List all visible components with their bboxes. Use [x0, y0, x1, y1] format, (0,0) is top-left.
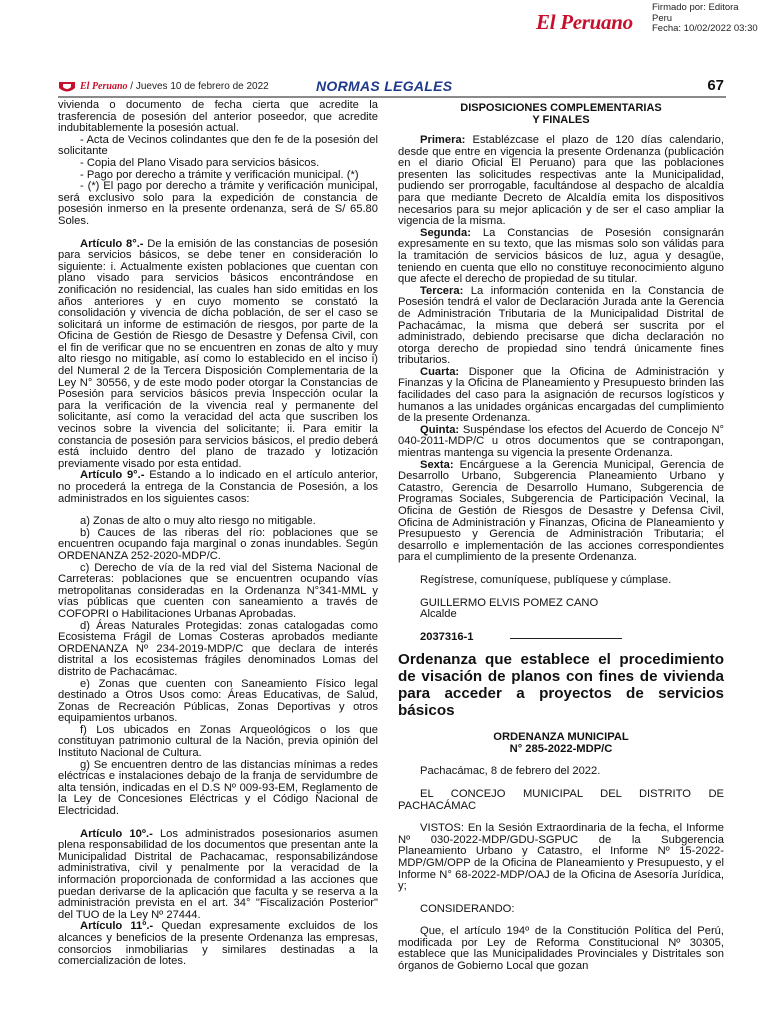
provision-primera [398, 135, 724, 228]
provision-sexta [398, 460, 724, 564]
article-text: De la emisión de las constancias de posesión para servicios básicos, se debe tener en consideración lo siguiente: i. Actualmente existen poblaciones que cuentan con plano visado para servicios básicos encontrándose en zonificación no residencial, las cuales han sido emitidas en los años anteriores y en cuyo momento se constató la consolidación y vivencia de dicha población, de ser el caso se solicitará un informe de estimación de riesgos, por parte de la Oficina de Gestión de Riesgo de Desastre y Defensa Civil, con el fin de verificar que no se encuentren en zonas de alto y muy alto riesgo no mitigable, así como lo establecido en el inciso i) del Numeral 2 de la Tercera Disposición Complementaria de la Ley N° 30556, y de este modo poder otorgar la Constancias de Posesión para servicios básicos previa Inspección ocular la para la verificación de la vivencia real y permanente del solicitante, así como la veracidad del acta que suscriben los vecinos sobre la vivencia del solicitante; ii. Para emitir la constancia de posesión para servicios básicos, el predio deberá está incluido dentro del plano de trazado y lotización previamente visado por esta entidad. [58, 237, 378, 470]
top-banner [0, 0, 768, 56]
footnote-paragraph: - (*) El pago por derecho a trámite y verificación municipal, será exclusivo solo para la expedición de constancia de posesión inmerso en la presente ordenanza, será de S/ 65.80 Soles. [58, 180, 378, 227]
case-item-c: c) Derecho de vía de la red vial del Sistema Nacional de Carreteras: poblaciones que se encuentren ocupando vías metropolitanas consideradas en la Ordenanza N°341-MML y vías públicas que cuenten con saneamiento a través de COFOPRI o Habilitaciones Urbanas Aprobadas. [58, 561, 378, 620]
digital-signature-stamp [652, 3, 768, 35]
provision-text: La información contenida en la Constancia de Posesión tendrá el valor de Declaración Jurada ante la Gerencia de Administración Tributaria de la Municipalidad Distrital de Pachacámac, la misma que deberá ser suscrita por el administrado, debiendo precisarse que dicha declaración no otorga derecho de propiedad sino tendrá únicamente fines tributarios. [398, 284, 724, 367]
article-8 [58, 239, 378, 471]
section-heading-line: Y FINALES [532, 114, 590, 126]
provision-label: Quinta: [420, 423, 460, 436]
page-header [58, 78, 726, 98]
left-column [58, 100, 378, 968]
ordinance-heading-line: ORDENANZA MUNICIPAL [493, 731, 629, 744]
case-item-a: a) Zonas de alto o muy alto riesgo no mitigable. [80, 515, 316, 528]
requirement-item: - Acta de Vecinos colindantes que den fe de la posesión del solicitante [58, 133, 378, 158]
ordinance-heading [398, 731, 724, 755]
article-10 [58, 829, 378, 922]
provision-text: Disponer que la Oficina de Administración y Finanzas y la Oficina de Planeamiento y Presupuesto brinden las facilidades del caso para la asignación de recursos logísticos y humanos a las unidades orgánicas encargadas del cumplimiento de la presente Ordenanza. [398, 365, 724, 425]
provision-cuarta [398, 367, 724, 425]
provision-tercera [398, 286, 724, 367]
provision-quinta [398, 425, 724, 460]
article-text: Estando a lo indicado en el artículo anterior, no procederá la entrega de la Constancia de Posesión, a los administrados en los siguientes casos: [58, 469, 378, 505]
ordinance-number: N° 285-2022-MDP/C [509, 743, 613, 756]
separator-rule [510, 638, 622, 639]
header-newspaper-date [80, 81, 269, 92]
ordinance-title: Ordenanza que establece el procedimiento de visación de planos con fines de vivienda para acceder a proyectos de servicios básicos [398, 651, 724, 720]
closing-formula: Regístrese, comuníquese, publíquese y cúmplase. [420, 573, 672, 586]
article-label: Artículo 8°.- [80, 237, 144, 250]
issuing-body: EL CONCEJO MUNICIPAL DEL DISTRITO DE PACHACÁMAC [398, 787, 724, 812]
article-11 [58, 921, 378, 967]
provision-label: Primera: [420, 134, 466, 146]
section-heading-line: DISPOSICIONES COMPLEMENTARIAS [460, 102, 662, 114]
article-label: Artículo 11º.- [80, 920, 154, 933]
article-9 [58, 470, 378, 505]
signer-role: Alcalde [420, 608, 457, 621]
paragraph: vivienda o documento de fecha cierta que acredite la trasferencia de posesión del anterior poseedor, que acredite indubitablemente la posesión actual. [58, 99, 378, 135]
place-date: Pachacámac, 8 de febrero del 2022. [420, 765, 601, 778]
provision-text: Encárguese a la Gerencia Municipal, Gerencia de Desarrollo Urbano, Subgerencia Planeamiento Urbano y Catastro, Gerencia de Desarrollo Humano, Subgerencia de Programas Sociales, Subgerencia de Participación Vecinal, la Oficina de Gestión de Riesgos de Desastre y Defensa Civil, Oficina de Administración y Finanzas, Oficina de Planeamiento y Presupuesto y Gerencia de Administración Tributaria; el desarrollo e implementación de las acciones correspondientes para el cumplimiento de la presente Ordenanza. [398, 458, 724, 564]
el-peruano-logo: El Peruano [536, 10, 633, 34]
vistos-paragraph: VISTOS: En la Sesión Extraordinaria de la fecha, el Informe Nº 030-2022-MDP/GDU-SGPUC de la Subgerencia Planeamiento Urbano y Catastro, el Informe Nº 15-2022-MDP/GM/OPP de la Oficina de Planeamiento y Presupuesto, y el Informe N° 68-2022-MDP/OAJ de la Oficina de Asesoría Jurídica, y; [398, 822, 724, 893]
provision-label: Tercera: [420, 284, 464, 297]
provision-label: Sexta: [420, 458, 454, 471]
provision-text: Suspéndase los efectos del Acuerdo de Concejo N° 040-2011-MDP/C u otros documentos que se contrapongan, mientras mantenga su vigencia la presente Ordenanza. [398, 423, 724, 460]
crest-icon [58, 80, 76, 94]
case-item-b: b) Cauces de las riberas del río: poblaciones que se encuentren ocupando faja marginal o zonas inundables. Según ORDENANZA 252-2020-MDP/C. [58, 526, 378, 562]
considerando-heading: CONSIDERANDO: [420, 902, 515, 915]
provision-segunda [398, 228, 724, 286]
requirement-item: - Copia del Plano Visado para servicios básicos. [80, 156, 320, 169]
article-label: Artículo 9°.- [80, 469, 145, 482]
section-heading [398, 102, 724, 126]
article-text: Quedan expresamente excluidos de los alcances y beneficios de la presente Ordenanza las empresas, consorcios inmobiliarias y similares destinadas a la comercialización de lotes. [58, 920, 378, 968]
document-code: 2037316-1 [420, 630, 474, 643]
case-item-e: e) Zonas que cuenten con Saneamiento Físico legal destinado a Otros Usos como: Áreas Educativas, de Salud, Zonas de Recreación Públicas, Zonas Deportivas y otros equipamientos urbanos. [58, 677, 378, 725]
provision-label: Segunda: [420, 226, 471, 239]
requirement-item: - Pago por derecho a trámite y verificación municipal. (*) [80, 168, 359, 181]
right-column [398, 100, 724, 973]
case-item-f: f) Los ubicados en Zonas Arqueológicos o los que constituyan patrimonio cultural de la Nación, previa opinión del Instituto Nacional de Cultura. [58, 723, 378, 760]
signature-line: Fecha: 10/02/2022 03:30 [652, 23, 758, 34]
header-newspaper: El Peruano [80, 81, 128, 92]
signature-line: Firmado por: Editora [652, 2, 739, 13]
considerando-paragraph: Que, el artículo 194º de la Constitución Política del Perú, modificada por Ley de Reforma Constitucional Nº 30305, establece que las Municipalidades Provinciales y Distritales son órganos de Gobierno Local que gozan [398, 925, 724, 973]
case-item-d: d) Áreas Naturales Protegidas: zonas catalogadas como Ecosistema Frágil de Lomas Costeras aprobados mediante ORDENANZA Nº 234-2019-MDP/C que declara de interés distrital a los ecosistemas frágiles denominados Lomas del distrito de Pachacámac. [58, 619, 378, 678]
signer-name: GUILLERMO ELVIS POMEZ CANO [420, 596, 599, 609]
article-label: Artículo 10º.- [80, 827, 153, 840]
provision-text: La Constancias de Posesión consignarán expresamente en su texto, que las mismas solo son válidas para la tramitación de servicios básicos de luz, agua y desagüe, teniendo en cuenta que ello no constituye reconocimiento alguno que afecte el derecho de propiedad de su titular. [398, 226, 724, 286]
provision-text: Establézcase el plazo de 120 días calendario, desde que entre en vigencia la presente Ordenanza (publicación en el diario Oficial El Peruano) para que las poblaciones presenten las solicitudes respectivas ante la Municipalidad, pudiendo ser prorrogable, facultándose al despacho de alcaldía para que mediante Decreto de Alcaldía emita los dispositivos necesarios para su mejor aplicación y de ser el caso ampliar la vigencia de la misma. [398, 134, 724, 228]
header-section-title: NORMAS LEGALES [316, 78, 453, 94]
case-item-g: g) Se encuentren dentro de las distancias mínimas a redes eléctricas e instalaciones debajo de la franja de servidumbre de alta tensión, indicadas en el D.S Nº 009-93-EM, Reglamento de la Ley de Concesiones Eléctricas y el Código Nacional de Electricidad. [58, 758, 378, 818]
provision-label: Cuarta: [420, 365, 460, 378]
signature-line: Peru [652, 12, 673, 24]
header-date: / Jueves 10 de febrero de 2022 [127, 81, 269, 92]
page-number: 67 [707, 77, 724, 94]
article-text: Los administrados posesionarios asumen plena responsabilidad de los documentos que presentan ante la Municipalidad Distrital de Pachacamac, responsabilizándose administrativa, civil y penalmente por la veracidad de la información proporcionada de conformidad a las acciones que puedan derivarse de la aplicación que faculta y se reserva a la administración prevista en el art. 34° "Fiscalización Posterior" del TUO de la Ley Nº 27444. [58, 827, 378, 921]
